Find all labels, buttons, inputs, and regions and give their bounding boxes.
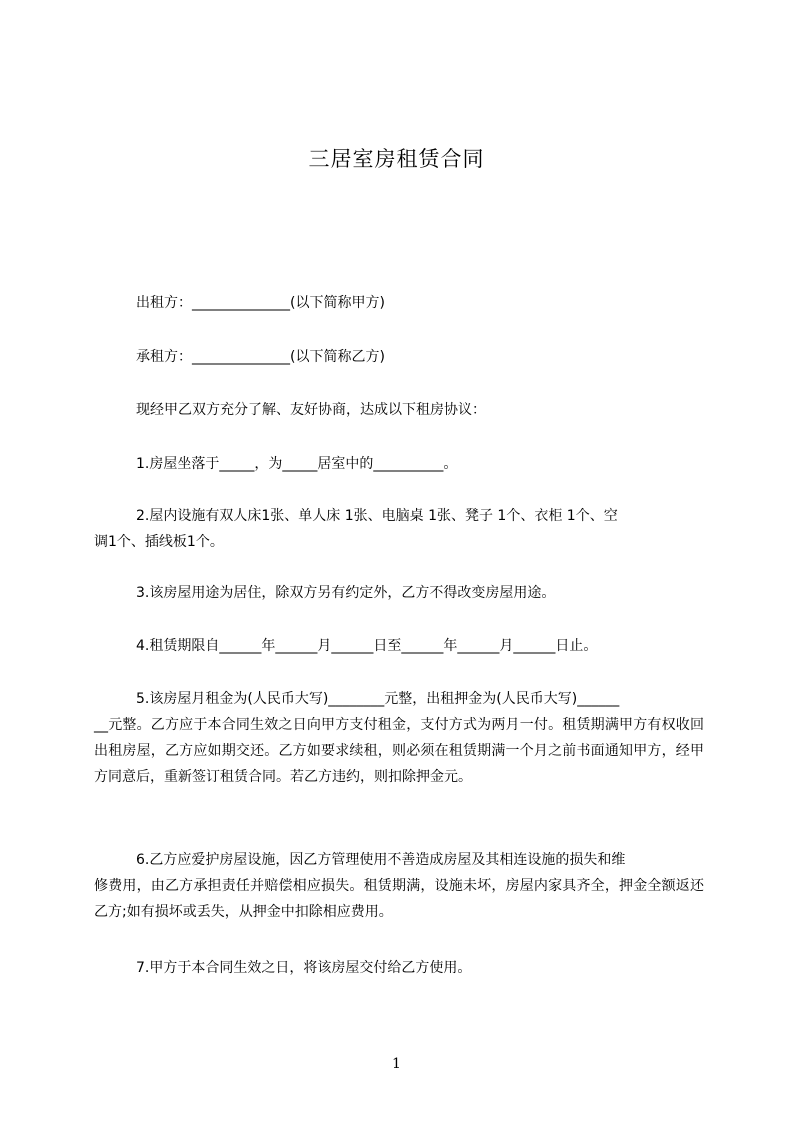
- clause-4-text: 4.租赁期限自______年______月______日至______年______月______日止。: [136, 638, 598, 654]
- clause-5: [94, 686, 704, 790]
- clause-5-first-line: 5.该房屋月租金为(人民币大写)________元整，出租押金为(人民币大写)______: [136, 691, 620, 707]
- clause-6: [94, 847, 704, 925]
- clause-1-text: 1.房屋坐落于_____，为_____居室中的__________。: [136, 456, 458, 472]
- clause-6-first-line: 6.乙方应爱护房屋设施，因乙方管理使用不善造成房屋及其相连设施的损失和维: [136, 852, 626, 868]
- lessee-line: 承租方：______________(以下简称乙方): [136, 349, 385, 365]
- clause-2-continuation: 调1个、插线板1个。: [94, 534, 224, 550]
- lessor-line: 出租方：______________(以下简称甲方): [136, 295, 385, 311]
- clause-7-text: 7.甲方于本合同生效之日，将该房屋交付给乙方使用。: [136, 960, 472, 976]
- clause-3: [136, 580, 704, 606]
- clause-4: [136, 633, 704, 659]
- intro-line: 现经甲乙双方充分了解、友好协商，达成以下租房协议：: [136, 402, 486, 418]
- clause-5-continuation: __元整。乙方应于本合同生效之日向甲方支付租金，支付方式为两月一付。租赁期满甲方有权收回出租房屋，乙方应如期交还。乙方如要求续租，则必须在租赁期满一个月之前书面通知甲方，经甲方同意后，重新签订租赁合同。若乙方违约，则扣除押金元。: [94, 717, 704, 785]
- clause-7: [136, 955, 704, 981]
- clause-2: [94, 503, 704, 555]
- clause-6-continuation: 修费用，由乙方承担责任并赔偿相应损失。租赁期满，设施未坏，房屋内家具齐全，押金全额返还乙方;如有损坏或丢失，从押金中扣除相应费用。: [94, 878, 704, 920]
- clause-1: [136, 451, 704, 477]
- clause-2-first-line: 2.屋内设施有双人床1张、单人床 1张、电脑桌 1张、凳子 1个、衣柜 1个、空: [136, 508, 618, 524]
- page-number: 1: [392, 1056, 401, 1072]
- document-title: 三居室房租赁合同: [308, 147, 485, 171]
- clause-3-text: 3.该房屋用途为居住，除双方另有约定外，乙方不得改变房屋用途。: [136, 585, 556, 601]
